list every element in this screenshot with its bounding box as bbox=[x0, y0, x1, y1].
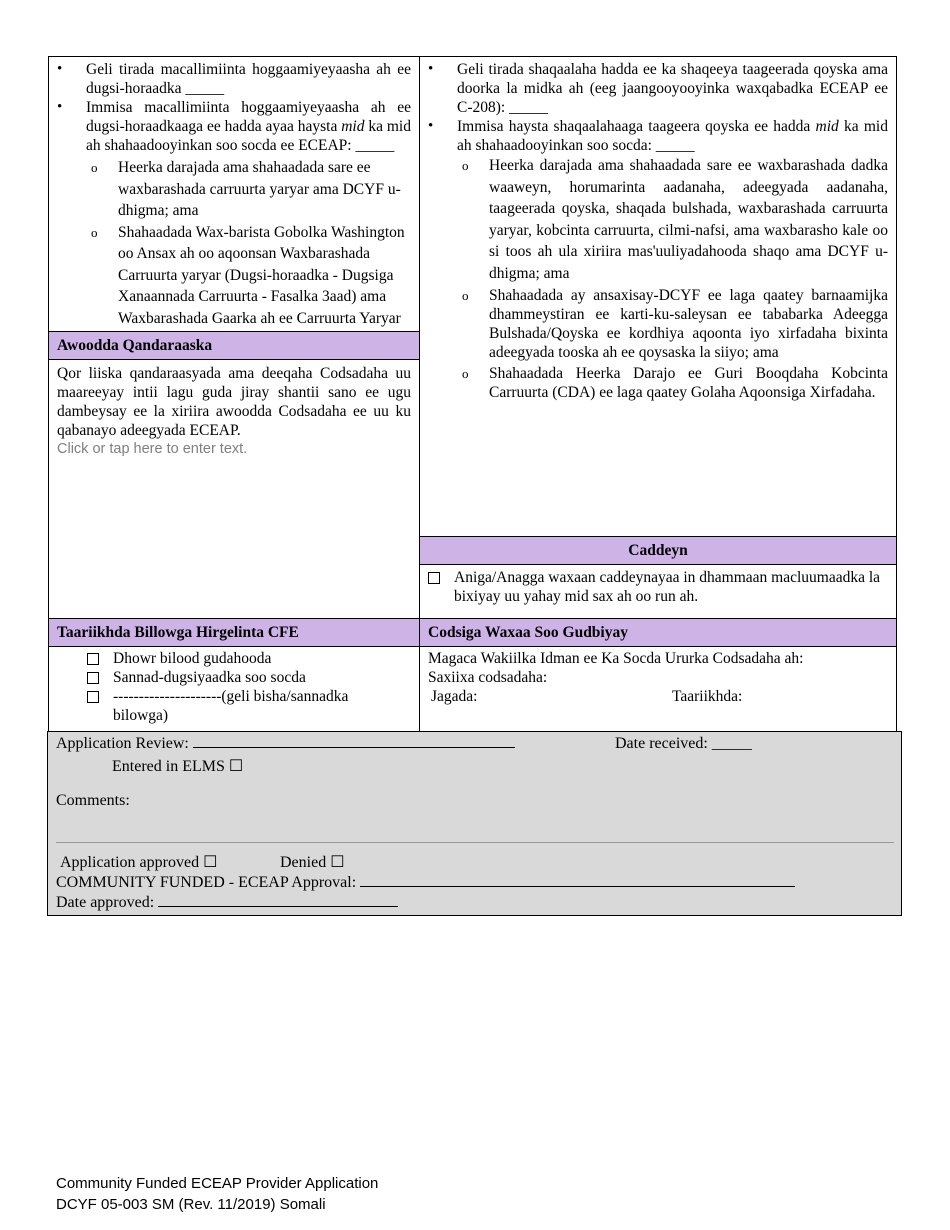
community-funded-row bbox=[56, 873, 795, 892]
teacher-count-item: • Geli tirada macallimiinta hoggaamiyeyaasha ah ee dugsi-horaadka _____ bbox=[49, 60, 411, 98]
caddeyn-header: Caddeyn bbox=[420, 536, 896, 565]
codsiga-details bbox=[420, 647, 896, 733]
teacher-bullets bbox=[49, 57, 419, 155]
entered-elms[interactable]: Entered in ELMS ☐ bbox=[112, 758, 244, 775]
cfe-option-school-year-checkbox[interactable] bbox=[87, 672, 99, 684]
sub-item-certificate: o Shahaadada Wax-barista Gobolka Washington oo Ansax ah oo aqoonsan Waxbarashada Carruurta yaryar (Dugsi-horaadka - Dugsiga Xanaannada Carruurta - Fasalka 3aad) ama Waxbarashada Gaarka ah ee Carruurta Yaryar bbox=[49, 222, 411, 330]
caddeyn-checkbox[interactable] bbox=[428, 572, 440, 584]
community-funded-line[interactable] bbox=[360, 873, 795, 887]
approved-option[interactable]: Application approved ☐ bbox=[60, 854, 218, 871]
date-approved-line[interactable] bbox=[158, 893, 398, 907]
codsiga-header-cell bbox=[420, 618, 896, 647]
cfe-options bbox=[49, 647, 420, 733]
family-qualified-text: Immisa haysta shaqaalahaaga taageera qoyska ee hadda bbox=[457, 118, 816, 135]
comments-label: Comments: bbox=[56, 792, 130, 809]
awoodda-text: Qor liiska qandaraasyada ama deeqaha Codsadaha uu maareeyay intii lagu guda jiray shantii sano ee ugu dambeysay ee la xiriira awoodda Codsadaha ee uu ku qabanayo adeegyada ECEAP. bbox=[57, 365, 411, 439]
community-funded-label: COMMUNITY FUNDED - ECEAP Approval: bbox=[56, 874, 357, 891]
emphasis-mid-right: mid bbox=[815, 118, 839, 135]
taariikhda-label: Taariikhda: bbox=[672, 688, 743, 705]
left-column bbox=[49, 57, 420, 618]
date-received: Date received: _____ bbox=[615, 735, 752, 752]
right-column bbox=[420, 57, 896, 618]
title-date-row bbox=[428, 687, 888, 706]
cfe-option-school-year-label: Sannad-dugsiyaadka soo socda bbox=[113, 669, 306, 686]
family-support-count-item: • Geli tirada shaqaalaha hadda ee ka shaqeeya taageerada qoyska ama doorka la midka ah (eeg jaangooyooyinka waxqabadka ECEAP ee C-208): _____ bbox=[420, 60, 888, 117]
application-review-label: Application Review: bbox=[56, 735, 189, 752]
representative-name-label: Magaca Wakiilka Idman ee Ka Socda Ururka Codsadaha ah: bbox=[428, 650, 804, 667]
cfe-option-date-checkbox[interactable] bbox=[87, 691, 99, 703]
family-support-bullets bbox=[420, 57, 896, 155]
signature-label: Saxiixa codsadaha: bbox=[428, 669, 548, 686]
cfe-option-school-year bbox=[49, 668, 419, 687]
caddeyn-text: Aniga/Anagga waxaan caddeynayaa in dhammaan macluumaadka la bixiyay uu yahay mid sax ah oo run ah. bbox=[454, 569, 881, 605]
teacher-sub-list bbox=[49, 157, 419, 329]
cfe-option-months bbox=[49, 649, 419, 668]
date-approved-row bbox=[56, 893, 398, 912]
teacher-qualified-text: Immisa macallimiinta hoggaamiyeyaasha ah ee dugsi-horaadkaaga ee hadda ayaa haysta bbox=[86, 99, 411, 135]
denied-option[interactable]: Denied ☐ bbox=[280, 854, 345, 871]
sub-item-dcyf-certificate: o Shahaadada ay ansaxisay-DCYF ee laga qaatey barnaamijka dhammeystiran ee karti-ku-saleysan ee tababarka Adeegga Bulshada/Qoyska ee kordhiya aqoonta iyo xirfadaha bixinta adeegyada tooska ah ee qoysaska la siiyo; ama bbox=[420, 286, 896, 362]
caddeyn-spacer bbox=[420, 606, 896, 618]
teacher-qualified-text-end: ka mid ah shahaadooyinkan soo socda ee ECEAP: _____ bbox=[86, 118, 411, 154]
date-approved-label: Date approved: bbox=[56, 894, 155, 911]
row-headers bbox=[49, 618, 896, 647]
sub-item-cda: o Shahaadada Heerka Darajo ee Guri Booqdaha Kobcinta Carruurta (CDA) ee laga qaatey Golaha Aqoonsiga Xirfadaha. bbox=[420, 364, 896, 402]
teacher-qualified-item bbox=[49, 98, 411, 155]
jagada-label: Jagada: bbox=[431, 688, 478, 705]
family-qualified-text-end: ka mid ah shahaadooyinkan soo socda: _____ bbox=[457, 118, 888, 154]
review-box bbox=[47, 731, 902, 916]
comments-line[interactable] bbox=[56, 842, 894, 843]
form-table bbox=[48, 56, 897, 733]
footer-title: Community Funded ECEAP Provider Application bbox=[56, 1175, 379, 1192]
cfe-option-date bbox=[49, 687, 419, 725]
cfe-header-cell bbox=[49, 618, 420, 647]
cfe-option-months-label: Dhowr bilood gudahooda bbox=[113, 650, 272, 667]
caddeyn-row bbox=[420, 565, 896, 606]
right-spacer bbox=[420, 402, 896, 536]
page-footer bbox=[56, 1173, 378, 1215]
row-staff bbox=[49, 57, 896, 618]
codsiga-header: Codsiga Waxaa Soo Gudbiyay bbox=[420, 618, 896, 647]
cfe-header: Taariikhda Billowga Hirgelinta CFE bbox=[49, 618, 419, 647]
emphasis-mid: mid bbox=[341, 118, 365, 135]
application-review-line[interactable] bbox=[193, 734, 515, 748]
cfe-option-months-checkbox[interactable] bbox=[87, 653, 99, 665]
row-details bbox=[49, 647, 896, 733]
sub-item-adult-education: o Heerka darajada ama shahaadada sare ee waxbarashada dadka waaweyn, horumarinta aadanaha, adeegyada aadanaha, taageerada qoyska, shaqada bulshada, waxbarashada carruurta yaryar, kobcinta carruurta, cilmi-nafsi, ama waxbarasho kale oo si toos ah ula xiriira mas'uuliyadahooda shaqo ama DCYF u-dhigma; ama bbox=[420, 155, 896, 284]
cfe-option-date-label: ---------------------(geli bisha/sannadka bilowga) bbox=[113, 688, 349, 724]
family-sub-list bbox=[420, 155, 896, 402]
awoodda-input[interactable]: Click or tap here to enter text. bbox=[57, 441, 248, 457]
awoodda-header: Awoodda Qandaraaska bbox=[49, 331, 419, 360]
sub-item-degree: o Heerka darajada ama shahaadada sare ee waxbarashada carruurta yaryar ama DCYF u-dhigma; ama bbox=[49, 157, 411, 222]
family-support-qualified-item bbox=[420, 117, 888, 155]
footer-form-id: DCYF 05-003 SM (Rev. 11/2019) Somali bbox=[56, 1196, 326, 1213]
application-review-row bbox=[56, 734, 515, 753]
